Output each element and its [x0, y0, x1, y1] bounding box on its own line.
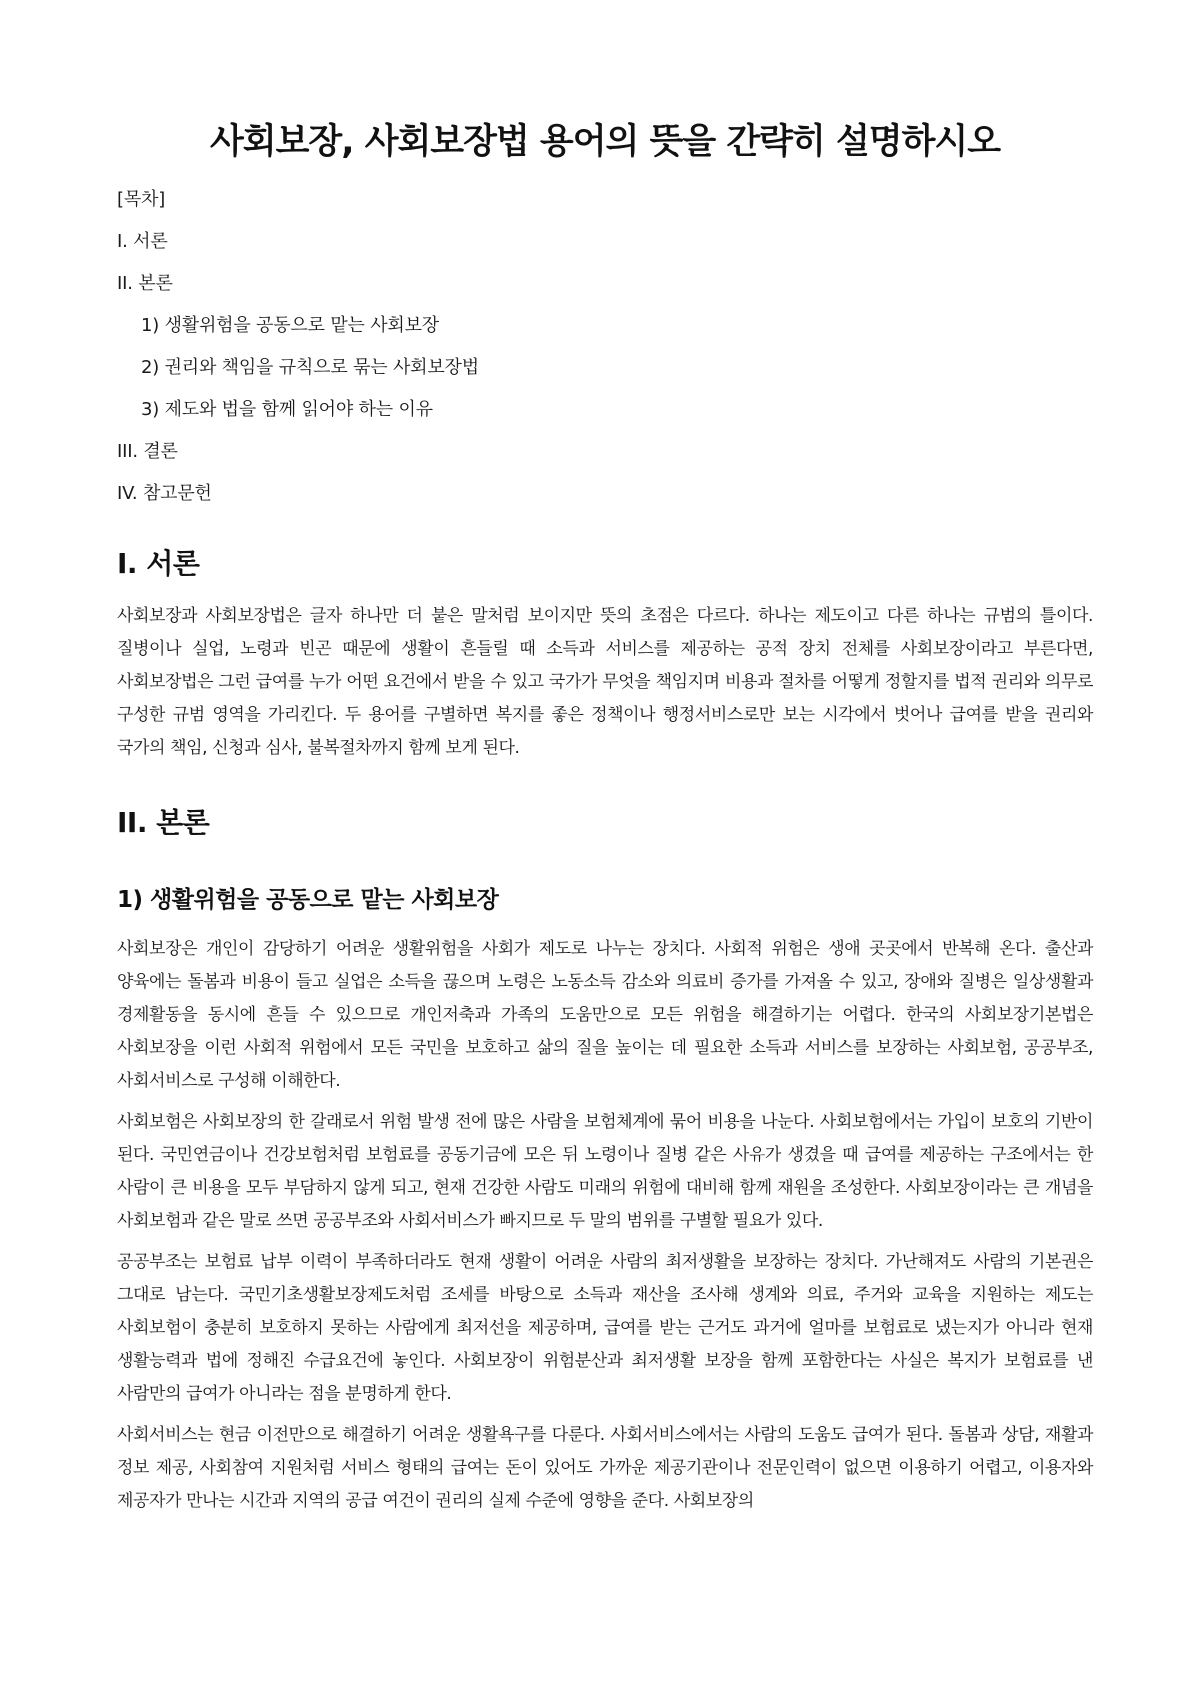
- body-paragraph: 사회서비스는 현금 이전만으로 해결하기 어려운 생활욕구를 다룬다. 사회서비스에서는 사람의 도움도 급여가 된다. 돌봄과 상담, 재활과 정보 제공, 사회참여 지원처럼 서비스 형태의 급여는 돈이 있어도 가까운 제공기관이나 전문인력이 없으면 이용하기 어렵고, 이용자와 제공자가 만나는 시간과 지역의 공급 여건이 권리의 실제 수준에 영향을 준다. 사회보장의: [117, 1425, 1093, 1511]
- toc-item-intro: I. 서론: [117, 231, 168, 252]
- toc-item-body-3: 3) 제도와 법을 함께 읽어야 하는 이유: [141, 399, 433, 420]
- subsection-heading-1: 1) 생활위험을 공동으로 맡는 사회보장: [117, 887, 499, 913]
- body-paragraph: 사회보장은 개인이 감당하기 어려운 생활위험을 사회가 제도로 나누는 장치다. 사회적 위험은 생애 곳곳에서 반복해 온다. 출산과 양육에는 돌봄과 비용이 들고 실업은 소득을 끊으며 노령은 노동소득 감소와 의료비 증가를 가져올 수 있고, 장애와 질병은 일상생활과 경제활동을 동시에 흔들 수 있으므로 개인저축과 가족의 도움만으로 모든 위험을 해결하기는 어렵다. 한국의 사회보장기본법은 사회보장을 이런 사회적 위험에서 모든 국민을 보호하고 삶의 질을 높이는 데 필요한 소득과 서비스를 보장하는 사회보험, 공공부조, 사회서비스로 구성해 이해한다.: [117, 939, 1093, 1091]
- intro-paragraph: 사회보장과 사회보장법은 글자 하나만 더 붙은 말처럼 보이지만 뜻의 초점은 다르다. 하나는 제도이고 다른 하나는 규범의 틀이다. 질병이나 실업, 노령과 빈곤 때문에 생활이 흔들릴 때 소득과 서비스를 제공하는 공적 장치 전체를 사회보장이라고 부른다면, 사회보장법은 그런 급여를 누가 어떤 요건에서 받을 수 있고 국가가 무엇을 책임지며 비용과 절차를 어떻게 정할지를 법적 권리와 의무로 구성한 규범 영역을 가리킨다. 두 용어를 구별하면 복지를 좋은 정책이나 행정서비스로만 보는 시각에서 벗어나 급여를 받을 권리와 국가의 책임, 신청과 심사, 불복절차까지 함께 보게 된다.: [117, 606, 1093, 758]
- toc-item-conclusion: III. 결론: [117, 441, 178, 462]
- toc-item-body: II. 본론: [117, 273, 173, 294]
- toc-item-body-1: 1) 생활위험을 공동으로 맡는 사회보장: [141, 315, 439, 336]
- document-page: [117, 118, 1093, 1526]
- document-title: 사회보장, 사회보장법 용어의 뜻을 간략히 설명하시오: [209, 122, 1001, 162]
- body-paragraph: 사회보험은 사회보장의 한 갈래로서 위험 발생 전에 많은 사람을 보험체계에 묶어 비용을 나눈다. 사회보험에서는 가입이 보호의 기반이 된다. 국민연금이나 건강보험처럼 보험료를 공동기금에 모은 뒤 노령이나 질병 같은 사유가 생겼을 때 급여를 제공하는 구조에서는 한 사람이 큰 비용을 모두 부담하지 않게 되고, 현재 건강한 사람도 미래의 위험에 대비해 함께 재원을 조성한다. 사회보장이라는 큰 개념을 사회보험과 같은 말로 쓰면 공공부조와 사회서비스가 빠지므로 두 말의 범위를 구별할 필요가 있다.: [117, 1112, 1093, 1231]
- section-heading-body: II. 본론: [117, 806, 210, 839]
- toc-item-references: IV. 참고문헌: [117, 483, 212, 504]
- table-of-contents: [117, 188, 1093, 506]
- section-heading-intro: I. 서론: [117, 547, 200, 580]
- body-paragraph: 공공부조는 보험료 납부 이력이 부족하더라도 현재 생활이 어려운 사람의 최저생활을 보장하는 장치다. 가난해져도 사람의 기본권은 그대로 남는다. 국민기초생활보장제도처럼 조세를 바탕으로 소득과 재산을 조사해 생계와 의료, 주거와 교육을 지원하는 제도는 사회보험이 충분히 보호하지 못하는 사람에게 최저선을 제공하며, 급여를 받는 근거도 과거에 얼마를 보험료로 냈는지가 아니라 현재 생활능력과 법에 정해진 수급요건에 놓인다. 사회보장이 위험분산과 최저생활 보장을 함께 포함한다는 사실은 복지가 보험료를 낸 사람만의 급여가 아니라는 점을 분명하게 한다.: [117, 1252, 1093, 1404]
- toc-heading: [목차]: [117, 189, 166, 210]
- toc-item-body-2: 2) 권리와 책임을 규칙으로 묶는 사회보장법: [141, 357, 479, 378]
